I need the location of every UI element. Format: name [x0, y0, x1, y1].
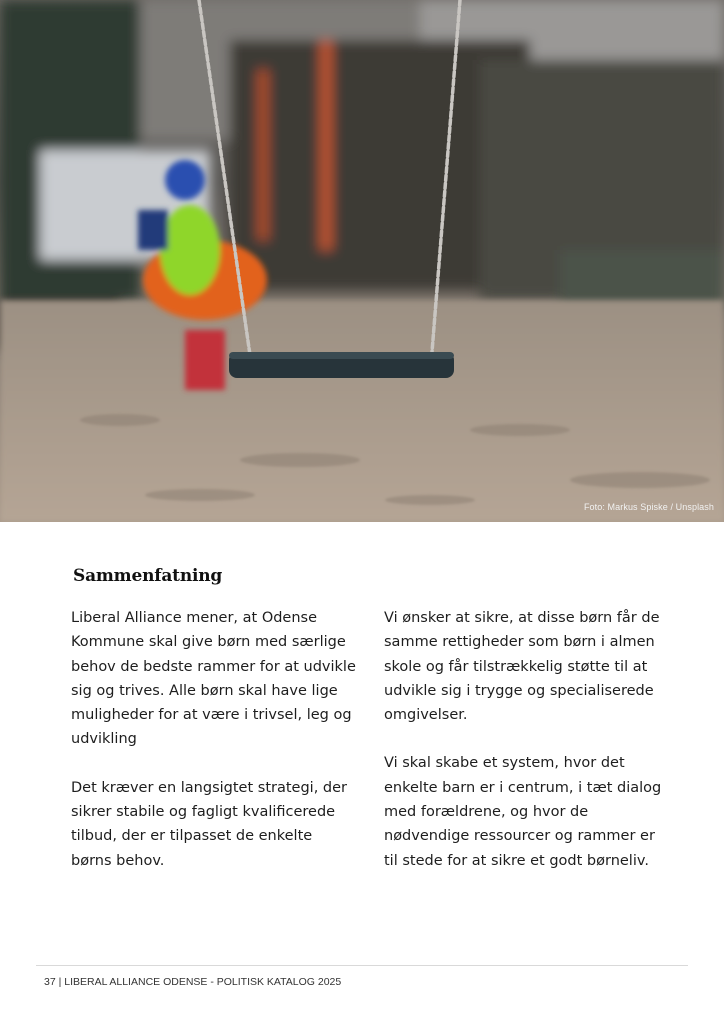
photo-credit: Foto: Markus Spiske / Unsplash — [583, 502, 714, 512]
footer-divider — [36, 965, 688, 966]
right-column — [384, 606, 669, 897]
paragraph: Liberal Alliance mener, at Odense Kommune skal give børn med særlige behov de bedste rammer for at udvikle sig og trives. Alle børn skal have lige muligheder for at være i trivsel, leg og udvikling — [71, 610, 356, 748]
paragraph: Det kræver en langsigtet strategi, der sikrer stabile og fagligt kvalificerede tilbud, der er tilpasset de enkelte børns behov. — [71, 779, 347, 869]
section-heading: Sammenfatning — [73, 566, 223, 586]
paragraph: Vi ønsker at sikre, at disse børn får de samme rettigheder som børn i almen skole og får tilstrækkelig støtte til at udvikle sig i trygge og specialiserede omgivelser. — [384, 610, 660, 724]
paragraph: Vi skal skabe et system, hvor det enkelte barn er i centrum, i tæt dialog med forældrene, og hvor de nødvendige ressourcer og rammer er til stede for at sikre et godt børneliv. — [384, 755, 662, 869]
left-column — [71, 606, 356, 897]
page-footer: 37 | LIBERAL ALLIANCE ODENSE - POLITISK KATALOG 2025 — [44, 976, 342, 988]
